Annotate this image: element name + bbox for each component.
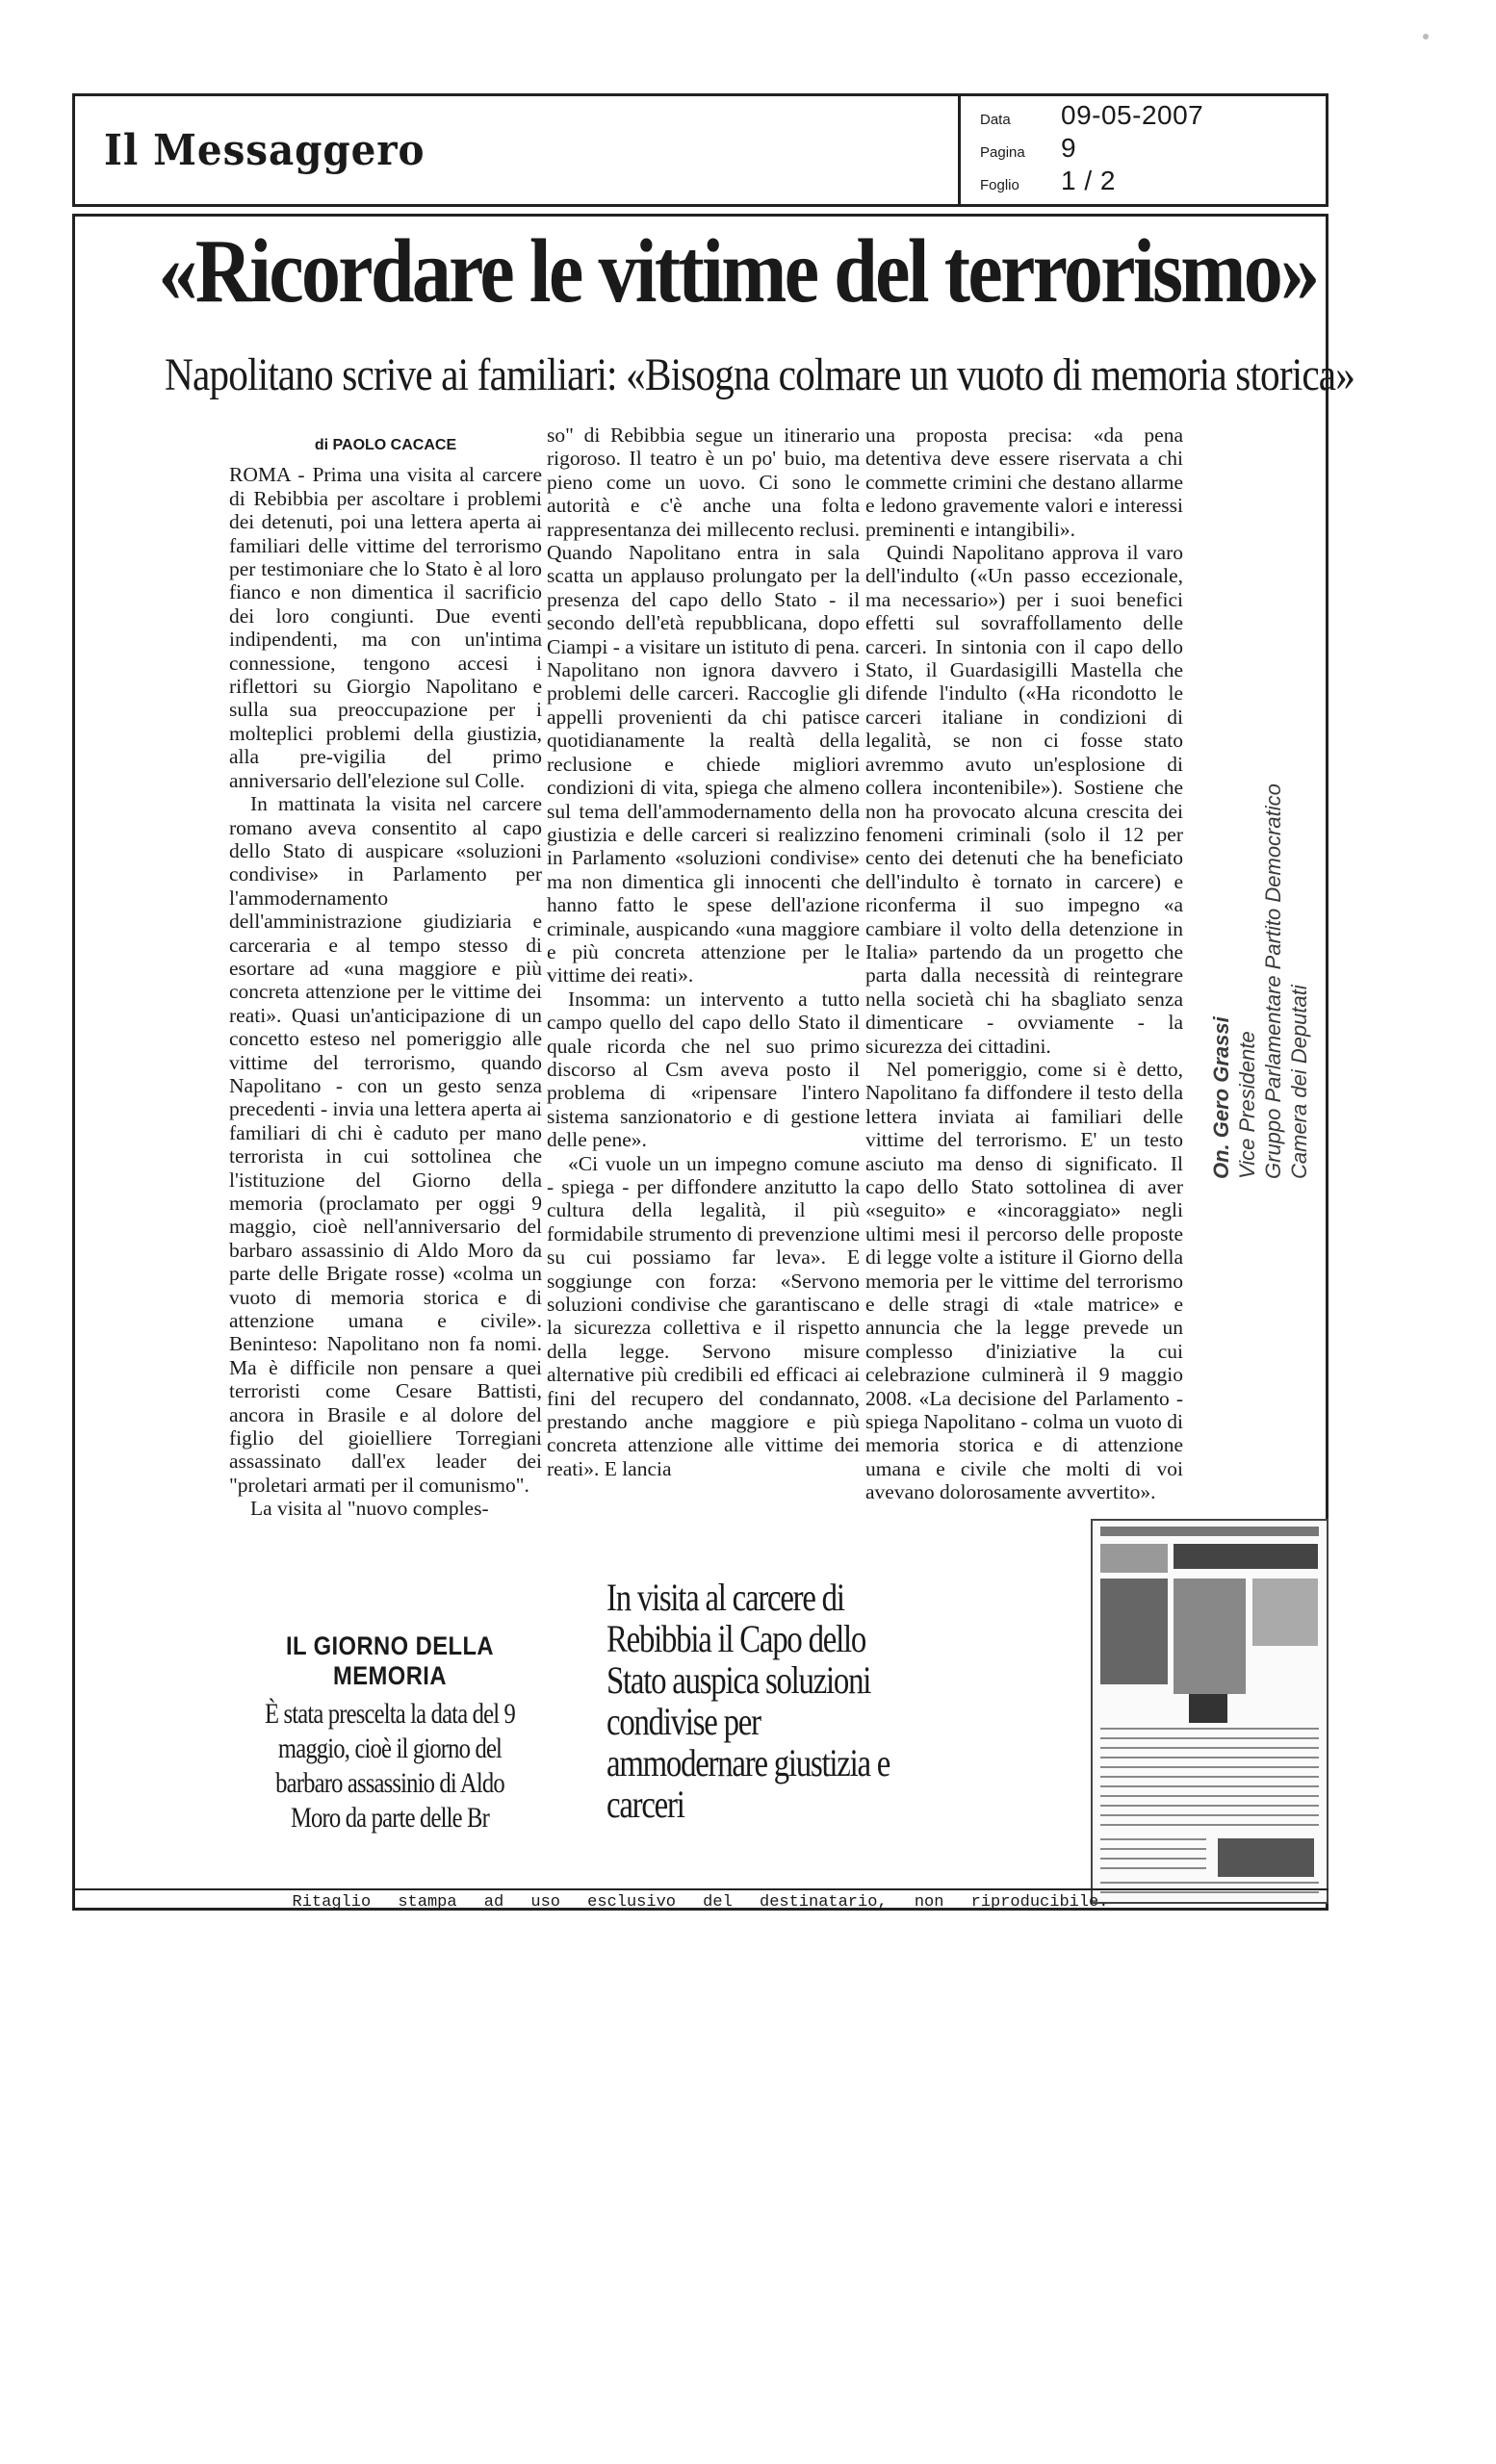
date-row (980, 100, 1327, 133)
memoria-text: È stata prescelta la data del 9 maggio, cioè il giorno del barbaro assassinio di Aldo Moro da parte delle Br (264, 1698, 516, 1834)
byline: di PAOLO CACACE (314, 437, 457, 453)
deputy-stamp (1208, 717, 1312, 1179)
sheet-value: 1 / 2 (1061, 166, 1116, 195)
sheet-label: Foglio (980, 177, 1019, 193)
paragraph: ROMA - Prima una visita al carcere di Rebibbia per ascoltare i problemi dei detenuti, poi una lettera aperta ai familiari delle vittime del terrorismo per testimoniare che lo Stato è al loro fianco e non dimentica il sacrificio dei loro congiunti. Due eventi indipendenti, ma con un'intima connessione, tengono accesi i riflettori su Giorgio Napolitano e sulla sua preoccupazione per i molteplici problemi della giustizia, alla pre-vigilia del primo anniversario dell'elezione sul Colle. (229, 463, 542, 792)
date-label: Data (980, 112, 1011, 128)
paragraph: In mattinata la visita nel carcere romano aveva consentito al capo dello Stato di auspicare «soluzioni condivise» in Parlamento per l'ammodernamento dell'amministrazione giudiziaria e carceraria e al tempo stesso di esortare ad «una maggiore e più concreta attenzione per le vittime dei reati». Quasi un'anticipazione di un concetto esteso nel pomeriggio alle vittime del terrorismo, quando Napolitano - con un gesto senza precedenti - invia una lettera aperta ai familiari di chi è caduto per mano terrorista in cui sottolinea che l'istituzione del Giorno della memoria (proclamato per oggi 9 maggio, cioè nell'anniversario del barbaro assassinio di Aldo Moro da parte delle Brigate rosse) «colma un vuoto di memoria storica e di attenzione umana e civile». Beninteso: Napolitano non fa nomi. Ma è difficile non pensare a quei terroristi come Cesare Battisti, ancora in Brasile e al dolore del figlio del gioielliere Torregiani assassinato dall'ex leader dei "proletari armati per il comunismo". (229, 792, 542, 1497)
stamp-chamber: Camera dei Deputati (1287, 985, 1311, 1179)
memoria-box (221, 1631, 558, 1835)
memoria-title: IL GIORNO DELLA MEMORIA (285, 1631, 495, 1690)
paragraph: una proposta precisa: «da pena detentiva deve essere riservata a chi commette crimini che destano allarme e ledono gravemente valori e interessi preminenti e intangibili». (865, 424, 1183, 541)
stamp-name: On. Gero Grassi (1209, 1016, 1233, 1179)
newspaper-logo: Il Messaggero (104, 125, 426, 175)
paragraph: so" di Rebibbia segue un itinerario rigoroso. Il teatro è un po' buio, ma pieno come un uovo. Ci sono le autorità e c'è anche una folta rappresentanza dei millecento reclusi. Quando Napolitano entra in sala scatta un applauso prolungato per la presenza del capo dello Stato - il secondo dell'età repubblicana, dopo Ciampi - a visitare un istituto di pena. Napolitano non ignora davvero i problemi delle carceri. Raccoglie gli appelli provenienti da chi patisce quotidianamente la realtà della reclusione e chiede migliori condizioni di vita, spiega che almeno sul tema dell'ammodernamento della giustizia e delle carceri si realizzino in Parlamento «soluzioni condivise» ma non dimentica gli innocenti che hanno fatto le spese dell'azione criminale, auspicando «una maggiore e più concreta attenzione per le vittime dei reati». (547, 424, 860, 988)
clipping-meta (980, 100, 1327, 198)
page-label: Pagina (980, 144, 1025, 161)
paragraph: «Ci vuole un un impegno comune - spiega - per diffondere anzitutto la cultura della legalità, il più formidabile strumento di prevenzione su cui possiamo far leva». E soggiunge con forza: «Servono soluzioni condivise che garantiscano la sicurezza collettiva e il rispetto della legge. Servono misure alternative più credibili ed efficaci ai fini del recupero del condannato, prestando anche maggiore e più concreta attenzione alle vittime dei reati». E lancia (547, 1151, 860, 1480)
article-column-1 (229, 434, 542, 1521)
date-value: 09-05-2007 (1061, 100, 1204, 130)
paragraph: Nel pomeriggio, come si è detto, Napolitano fa diffondere il testo della lettera inviata ai familiari delle vittime del terrorismo. E' un testo asciuto ma denso di significato. Il capo dello Stato sottolinea di aver «seguito» e «incoraggiato» negli ultimi mesi il percorso delle proposte di legge volte a istiture il Giorno della memoria per le vittime del terrorismo e delle stragi di «tale matrice» e annuncia che la legge prevede un complesso d'iniziative la cui celebrazione culminerà il 9 maggio 2008. «La decisione del Parlamento - spiega Napolitano - colma un vuoto di memoria storica e di attenzione umana e civile che molti di voi avevano dolorosamente avvertito». (865, 1057, 1183, 1504)
page-row (980, 133, 1327, 166)
logo-cell (75, 96, 961, 204)
pull-quote: In visita al carcere di Rebibbia il Capo dello Stato auspica soluzioni condivise per ammodernare giustizia e carceri (606, 1576, 890, 1826)
stamp-role: Vice Presidente (1235, 1031, 1259, 1179)
article-column-3 (865, 424, 1183, 1504)
page-value: 9 (1061, 133, 1077, 163)
sheet-row (980, 166, 1327, 198)
paragraph: Insomma: un intervento a tutto campo quello del capo dello Stato il quale ricorda che nel suo primo discorso al Csm aveva posto il problema di «ripensare l'intero sistema sanzionatorio e di gestione delle pene». (547, 987, 860, 1152)
clipping-header (72, 93, 1328, 207)
headline: «Ricordare le vittime del terrorismo» (158, 221, 1318, 321)
paragraph: La visita al "nuovo comples- (250, 1497, 489, 1521)
scan-speck (1423, 34, 1429, 39)
stamp-group: Gruppo Parlamentare Partito Democratico (1261, 783, 1285, 1179)
paragraph: Quindi Napolitano approva il varo dell'indulto («Un passo eccezionale, ma necessario») per i suoi benefici effetti sul sovraffollamento delle carceri. In sintonia con il capo dello Stato, il Guardasigilli Mastella che difende l'indulto («Ha ricondotto le carceri italiane in condizioni di legalità, se non ci fosse stato avremmo avuto un'esplosione di collera incontenibile»). Sostiene che non ha provocato alcuna crescita dei fenomeni criminali (solo il 12 per cento dei detenuti che ha beneficiato dell'indulto è tornato in carcere) e riconferma il suo impegno «a cambiare il volto della detenzione in Italia» partendo da un progetto che parta dalla necessità di reintegrare nella società chi ha sbagliato senza dimenticare - ovviamente - la sicurezza dei cittadini. (865, 541, 1183, 1058)
article-column-2 (547, 424, 860, 1480)
clipping-footer: Ritaglio stampa ad uso esclusivo del destinatario, non riproducibile. (72, 1888, 1328, 1913)
subheadline: Napolitano scrive ai familiari: «Bisogna colmare un vuoto di memoria storica» (165, 349, 1355, 400)
page-thumbnail (1091, 1519, 1328, 1904)
